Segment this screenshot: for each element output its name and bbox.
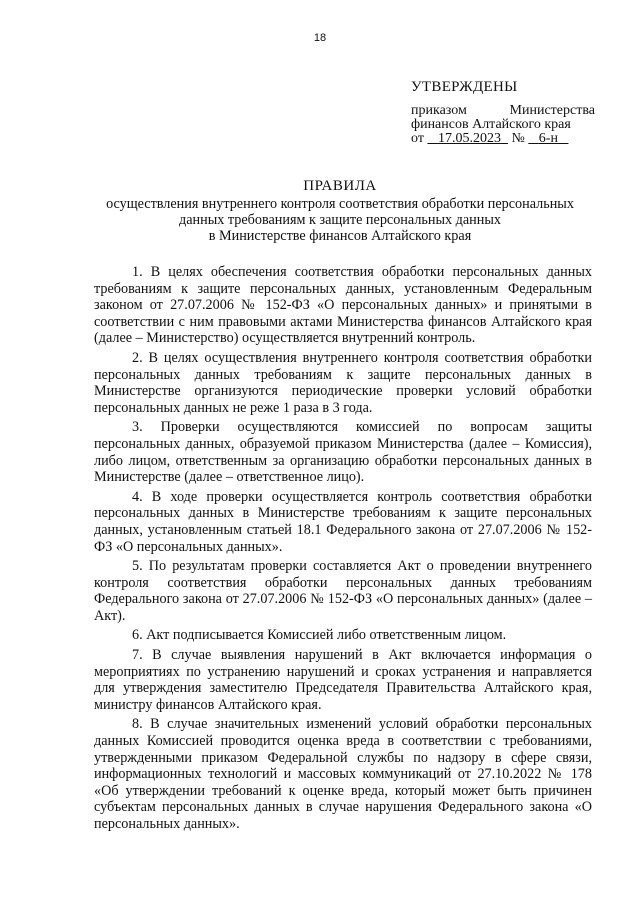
approval-order-word: приказом (411, 103, 467, 118)
paragraph-2: 2. В целях осуществления внутреннего контроля соответствия обработки персональных данных требованиям к защите персональных данных в Министерстве организуются периодические проверки условий обработки персональных данных не реже 1 раза в 3 года. (94, 349, 592, 416)
paragraph-7: 7. В случае выявления нарушений в Акт включается информация о мероприятиях по устранению нарушений и сроках устранения и направляется для утверждения заместителю Председателя Правительства Алтайского края, министру финансов Алтайского края. (94, 647, 592, 713)
paragraph-5: 5. По результатам проверки составляется Акт о проведении внутреннего контроля соответствия обработки персональных данных требованиям Федерального закона от 27.07.2006 № 152-ФЗ «О персональных данных» (далее – Акт). (94, 558, 592, 624)
approval-heading: УТВЕРЖДЕНЫ (411, 79, 518, 95)
document-body (94, 264, 592, 836)
paragraph-4: 4. В ходе проверки осуществляется контроль соответствия обработки персональных данных в Министерстве требованиям к защите персональных данных, установленным статьей 18.1 Федерального закона от 27.07.2006 № 152-ФЗ «О персональных данных». (94, 488, 592, 555)
approval-block (411, 80, 595, 146)
subtitle-line-1: осуществления внутреннего контроля соответствия обработки персональных (106, 196, 574, 212)
approval-order-line (411, 104, 595, 118)
approval-date: 17.05.2023 (437, 131, 501, 146)
approval-ministry-name: финансов Алтайского края (411, 117, 571, 132)
paragraph-6: 6. Акт подписывается Комиссией либо ответственным лицом. (132, 627, 507, 644)
document-title-block (90, 178, 590, 244)
number-prefix: № (511, 131, 525, 146)
paragraph-1: 1. В целях обеспечения соответствия обработки персональных данных требованиям к защите персональных данных, установленным Федеральным законом от 27.07.2006 № 152-ФЗ «О персональных данных» и принятыми в соответствии с ним правовыми актами Министерства финансов Алтайского края (далее – Министерство) осуществляется внутренний контроль. (94, 264, 592, 347)
document-title: ПРАВИЛА (303, 178, 377, 194)
page-number: 18 (313, 32, 327, 44)
subtitle-line-3: в Министерстве финансов Алтайского края (208, 228, 472, 244)
date-prefix: от (411, 131, 424, 146)
subtitle-line-2: данных требованиям к защите персональных данных (179, 212, 501, 228)
approval-ministry-word: Министерства (509, 103, 595, 118)
paragraph-8: 8. В случае значительных изменений условий обработки персональных данных Комиссией проводится оценка вреда в соответствии с требованиями, утвержденными приказом Федеральной службы по надзору в сфере связи, информационных технологий и массовых коммуникаций от 27.10.2022 № 178 «Об утверждении требований к оценке вреда, который может быть причинен субъектам персональных данных в случае нарушения Федерального закона «О персональных данных». (94, 716, 592, 832)
paragraph-3: 3. Проверки осуществляются комиссией по вопросам защиты персональных данных, образуемой приказом Министерства (далее – Комиссия), либо лицом, ответственным за организацию обработки персональных данных в Министерстве (далее – ответственное лицо). (94, 419, 592, 486)
approval-number: 6-н (538, 131, 558, 146)
approval-date-line (411, 132, 595, 146)
